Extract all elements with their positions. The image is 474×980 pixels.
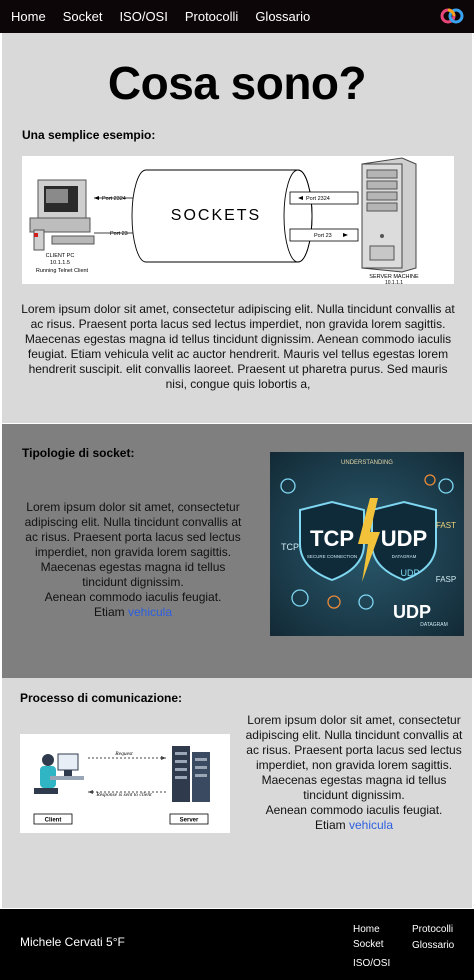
tcp-shield-label: TCP (310, 526, 354, 551)
section3-text-block (242, 713, 466, 833)
server-label-ip: 10.1.1.1 (384, 280, 404, 284)
tcp-shield-sub: SECURE CONNECTION (306, 554, 358, 559)
section2-vehicula-link[interactable]: vehicula (127, 605, 173, 619)
response-label: Response is sent to client (96, 792, 152, 798)
request-label: Request (115, 751, 133, 757)
udp-shield-sub: DATAGRAM (391, 554, 417, 559)
section2-text-block (22, 500, 244, 620)
nav-link-protocolli[interactable]: Protocolli (184, 9, 239, 24)
sockets-diagram-image (22, 156, 454, 284)
port-bottom-right-label: Port 23 (314, 233, 332, 239)
port-top-left-label: Port 2324 (102, 196, 126, 202)
section3-paragraph-2: Aenean commodo iaculis feugiat. (265, 803, 443, 817)
page-title: Cosa sono? (107, 57, 367, 109)
page-footer (0, 909, 474, 980)
section2-heading: Tipologie di socket: (22, 446, 135, 460)
illustration-bottom-datagram: DATAGRAM (420, 622, 448, 628)
section3-paragraph-3-prefix: Etiam (314, 818, 349, 832)
client-server-illustration (20, 734, 230, 833)
client-label-ip: 10.1.1.5 (50, 260, 70, 266)
client-box-label: Client (44, 817, 62, 824)
section1-heading: Una semplice esempio: (22, 128, 156, 142)
port-top-right-label: Port 2324 (306, 196, 330, 202)
tcp-udp-illustration (270, 452, 464, 636)
site-logo-icon[interactable] (440, 8, 464, 24)
illustration-fasp-text: FASP (435, 575, 457, 584)
section3-vehicula-link[interactable]: vehicula (348, 818, 394, 832)
footer-link-home[interactable]: Home (353, 924, 380, 935)
footer-link-protocolli[interactable]: Protocolli (412, 924, 454, 935)
section3-paragraph: Lorem ipsum dolor sit amet, consectetur adipiscing elit. Nulla tincidunt convallis at ac risus. Praesent porta lacus sed lectus imperdiet, non gravida lorem sagittis. Maecenas egestas magna id tellus tincidunt dignissim. (245, 713, 463, 802)
footer-link-socket[interactable]: Socket (353, 939, 384, 950)
nav-link-iso-osi[interactable]: ISO/OSI (119, 9, 168, 24)
sockets-center-label: SOCKETS (170, 207, 262, 224)
nav-link-home[interactable]: Home (11, 9, 46, 24)
footer-link-iso-osi[interactable]: ISO/OSI (353, 958, 391, 969)
server-tower-icon (362, 158, 416, 272)
udp-shield-label: UDP (380, 526, 428, 551)
nav-link-glossario[interactable]: Glossario (255, 9, 311, 24)
illustration-udp-small: UDP (400, 568, 420, 578)
footer-author: Michele Cervati 5°F (20, 935, 125, 949)
top-navbar (0, 0, 474, 33)
section2-paragraph-3-prefix: Etiam (93, 605, 128, 619)
section3-heading: Processo di comunicazione: (20, 691, 183, 705)
illustration-tcp-small: TCP (281, 542, 299, 552)
client-pc-icon (30, 180, 94, 250)
illustration-bottom-udp: UDP (392, 602, 432, 622)
footer-link-glossario[interactable]: Glossario (412, 940, 455, 951)
section2-paragraph-2: Aenean commodo iaculis feugiat. (44, 590, 222, 604)
illustration-top-text: UNDERSTANDING (341, 460, 393, 466)
client-label-desc: Running Telnet Client (35, 268, 89, 274)
illustration-fast-text: FAST (435, 521, 457, 530)
server-label-name: SERVER MACHINE (369, 274, 419, 280)
nav-link-socket[interactable]: Socket (62, 9, 103, 24)
section1-paragraph: Lorem ipsum dolor sit amet, consectetur adipiscing elit. Nulla tincidunt convallis at ac risus. Praesent porta lacus sed lectus imperdiet, non gravida lorem sagittis. Maecenas egestas magna id tellus tincidunt dignissim. Aenean commodo iaculis feugiat. Etiam vehicula velit ac auctor hendrerit. Mauris vel tellus egestas lorem hendrerit suscipit. elit convallis laoreet. Praesent ut pharetra purus. Sed mauris nisi, congue quis lobortis a, (21, 302, 455, 391)
client-label-name: CLIENT PC (45, 253, 75, 259)
section2-paragraph: Lorem ipsum dolor sit amet, consectetur adipiscing elit. Nulla tincidunt convallis at ac risus. Praesent porta lacus sed lectus imperdiet, non gravida lorem sagittis. Maecenas egestas magna id tellus tincidunt dignissim. (24, 500, 242, 589)
port-bottom-left-label: Port 23 (110, 231, 128, 237)
server-box-label: Server (179, 817, 199, 824)
